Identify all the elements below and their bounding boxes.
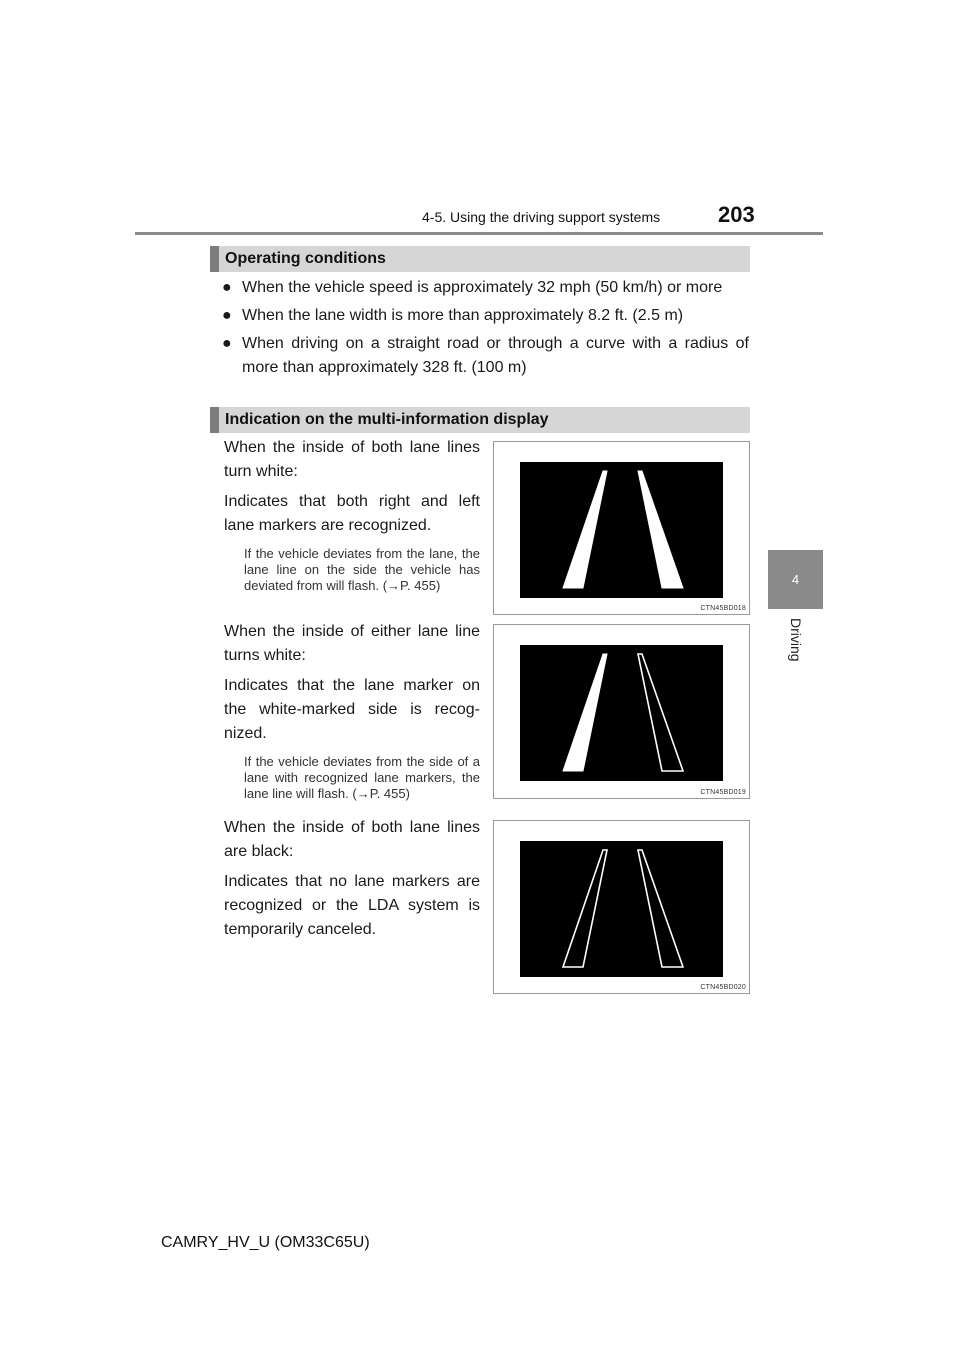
indication-heading: Indication on the multi-information display <box>225 411 549 428</box>
indication-heading-bar <box>210 407 750 433</box>
indication-meaning: Indicates that both right and left lane markers are recognized. <box>224 493 480 534</box>
bullet-icon: ● <box>222 307 232 324</box>
operating-conditions-heading: Operating conditions <box>225 250 386 267</box>
bullet-icon: ● <box>222 279 232 296</box>
lane-display-figure-one-white <box>493 624 750 799</box>
right-lane-line-icon <box>638 654 683 771</box>
indication-entry-both-black <box>224 816 480 948</box>
right-lane-line-icon <box>638 850 683 967</box>
indication-condition: When the inside of both lane lines turn white: <box>224 439 480 480</box>
chapter-tab <box>768 550 823 609</box>
list-item: ● When driving on a straight road or through a curve with a radius of more than approximately 328 ft. (100 m) <box>222 332 749 380</box>
operating-conditions-list <box>222 276 749 384</box>
bullet-icon: ● <box>222 335 232 352</box>
indication-condition: When the inside of both lane lines are black: <box>224 819 480 860</box>
lane-lines-illustration <box>494 625 751 800</box>
indication-note: If the vehicle deviates from the lane, the lane line on the side the vehicle has deviated from will flash. (→P. 455) <box>244 546 480 593</box>
lane-display-figure-both-black <box>493 820 750 994</box>
left-lane-line-icon <box>563 471 607 588</box>
indication-entry-both-white <box>224 436 480 594</box>
header-section-title: 4-5. Using the driving support systems <box>422 209 661 225</box>
figure-code: CTN45BD019 <box>700 789 746 796</box>
lane-display-figure-both-white <box>493 441 750 615</box>
operating-conditions-heading-bar <box>210 246 750 272</box>
figure-code: CTN45BD020 <box>700 984 746 991</box>
lane-lines-illustration <box>494 442 751 616</box>
indication-meaning: Indicates that no lane markers are recognized or the LDA system is temporarily canceled. <box>224 873 480 938</box>
lane-lines-illustration <box>494 821 751 995</box>
header-rule <box>135 232 823 235</box>
chapter-number: 4 <box>791 572 800 587</box>
list-item: ● When the lane width is more than approximately 8.2 ft. (2.5 m) <box>222 304 749 328</box>
left-lane-line-icon <box>563 654 607 771</box>
indication-note: If the vehicle deviates from the side of a lane with recognized lane markers, the lane line will flash. (→P. 455) <box>244 754 480 801</box>
indication-meaning: Indicates that the lane marker on the white-marked side is recog-nized. <box>224 677 480 742</box>
indication-condition: When the inside of either lane line turns white: <box>224 623 480 664</box>
indication-entry-one-white <box>224 620 480 802</box>
figure-code: CTN45BD018 <box>700 605 746 612</box>
page-number: 203 <box>718 202 755 227</box>
right-lane-line-icon <box>638 471 683 588</box>
footer-model-code: CAMRY_HV_U (OM33C65U) <box>161 1234 370 1251</box>
chapter-label: Driving <box>788 618 804 662</box>
list-item: ● When the vehicle speed is approximately 32 mph (50 km/h) or more <box>222 276 749 300</box>
left-lane-line-icon <box>563 850 607 967</box>
